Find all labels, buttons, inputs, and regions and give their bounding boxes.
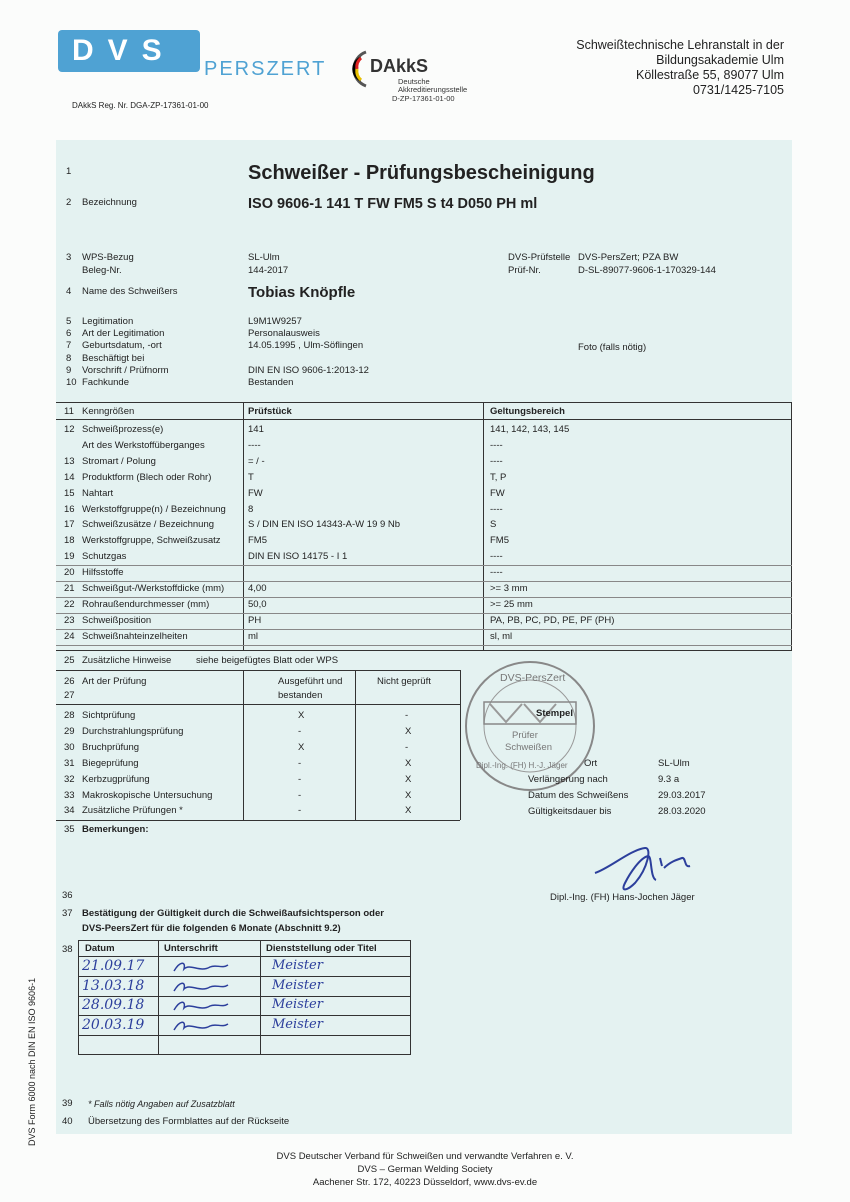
param-range-value: sl, ml <box>490 630 513 642</box>
personal-label: Art der Legitimation <box>82 328 165 340</box>
exam-not-mark: X <box>405 805 412 817</box>
stamp-schweissen: Schweißen <box>505 742 552 753</box>
footnote-text: * Falls nötig Angaben auf Zusatzblatt <box>88 1099 235 1109</box>
row-number: 3 <box>66 252 72 263</box>
param-test-value: PH <box>248 614 262 626</box>
exam-label: Zusätzliche Prüfungen * <box>82 805 183 817</box>
param-test-value: DIN EN ISO 14175 - I 1 <box>248 551 348 563</box>
divider <box>56 670 460 671</box>
row-number: 22 <box>64 598 75 610</box>
divider <box>56 613 792 614</box>
remarks-label: Bemerkungen: <box>82 824 149 835</box>
conf-title: Meister <box>272 997 323 1012</box>
validity-label: Ort <box>584 758 598 769</box>
divider <box>355 670 356 820</box>
param-test-value: 141 <box>248 424 264 435</box>
row-number: 20 <box>64 567 75 579</box>
divider <box>56 419 792 420</box>
translation-text: Übersetzung des Formblattes auf der Rückseite <box>88 1116 290 1127</box>
validity-value: 28.03.2020 <box>658 805 706 817</box>
designation-value: ISO 9606-1 141 T FW FM5 S t4 D050 PH ml <box>248 196 538 212</box>
signature-name: Dipl.-Ing. (FH) Hans-Jochen Jäger <box>550 892 695 903</box>
row-number: 4 <box>66 286 72 297</box>
divider <box>56 565 792 566</box>
row-number: 17 <box>64 519 75 531</box>
row-number: 13 <box>64 455 75 467</box>
row-number: 6 <box>66 328 72 340</box>
exam-label: Biegeprüfung <box>82 757 139 769</box>
perszert-logo-text: PERSZERT <box>204 58 327 80</box>
stamp-bottom-text: Dipl.-Ing. (FH) H.-J. Jäger <box>476 761 568 770</box>
exam-done-mark: X <box>298 741 305 753</box>
divider <box>56 629 792 630</box>
row-number: 2 <box>66 197 72 208</box>
exam-label: Kerbzugprüfung <box>82 773 150 785</box>
param-label: Produktform (Blech oder Rohr) <box>82 471 212 483</box>
stamp-pruefer: Prüfer <box>512 730 538 741</box>
divider <box>460 670 461 820</box>
exam-label: Makroskopische Untersuchung <box>82 789 213 801</box>
dvs-logo: DVS <box>58 30 200 72</box>
exam-not-mark: X <box>405 789 412 801</box>
beleg-label: Beleg-Nr. <box>82 265 122 276</box>
divider <box>56 402 792 403</box>
personal-value: DIN EN ISO 9606-1:2013-12 <box>248 364 369 376</box>
validity-label: Gültigkeitsdauer bis <box>528 805 612 817</box>
photo-label: Foto (falls nötig) <box>578 342 647 353</box>
validity-label: Verlängerung nach <box>528 773 608 785</box>
conf-date: 21.09.17 <box>82 958 145 974</box>
row-number: 24 <box>64 630 75 642</box>
pruefstelle-value: DVS-PersZert; PZA BW <box>578 252 679 263</box>
address-line: Bildungsakademie Ulm <box>656 53 784 67</box>
exam-col-header: bestanden <box>278 690 323 701</box>
row-number: 19 <box>64 551 75 563</box>
exam-not-mark: X <box>405 725 412 737</box>
divider <box>56 820 460 821</box>
col-header-kenngroessen: Kenngrößen <box>82 406 135 417</box>
divider <box>56 645 792 646</box>
param-range-value: FW <box>490 487 505 499</box>
param-label: Werkstoffgruppe, Schweißzusatz <box>82 535 221 547</box>
param-test-value: 50,0 <box>248 598 267 610</box>
exam-col-header: Nicht geprüft <box>377 676 431 687</box>
divider <box>158 940 159 1055</box>
param-test-value: 4,00 <box>248 583 267 594</box>
validity-label: Datum des Schweißens <box>528 789 629 801</box>
exam-col-header: Art der Prüfung <box>82 676 147 687</box>
dakks-emblem-icon <box>344 48 370 90</box>
row-number: 10 <box>66 377 77 388</box>
address-line: Köllestraße 55, 89077 Ulm <box>636 68 784 82</box>
row-number: 12 <box>64 424 75 435</box>
col-header-geltungsbereich: Geltungsbereich <box>490 406 565 417</box>
personal-label: Geburtsdatum, -ort <box>82 340 162 352</box>
param-range-value: >= 3 mm <box>490 583 528 594</box>
param-test-value: ---- <box>248 439 261 451</box>
stamp-top-text: DVS-PersZert <box>500 672 566 684</box>
confirmation-line1: Bestätigung der Gültigkeit durch die Schweißaufsichtsperson oder <box>82 908 384 919</box>
param-range-value: ---- <box>490 503 503 515</box>
param-range-value: >= 25 mm <box>490 598 533 610</box>
footer-line: DVS – German Welding Society <box>357 1164 493 1175</box>
institute-address <box>576 38 784 98</box>
param-test-value: = / - <box>248 455 265 467</box>
conf-header-datum: Datum <box>85 943 115 954</box>
param-range-value: S <box>490 519 497 531</box>
personal-value: Bestanden <box>248 377 294 388</box>
exam-label: Sichtprüfung <box>82 710 136 721</box>
validity-value: 9.3 a <box>658 773 680 785</box>
param-label: Schweißzusätze / Bezeichnung <box>82 519 215 531</box>
exam-col-header: Ausgeführt und <box>278 676 343 687</box>
row-number: 38 <box>62 944 73 955</box>
divider <box>78 1035 411 1036</box>
wps-label: WPS-Bezug <box>82 252 134 263</box>
notes-value: siehe beigefügtes Blatt oder WPS <box>196 655 339 666</box>
param-range-value: PA, PB, PC, PD, PE, PF (PH) <box>490 614 615 626</box>
conf-title: Meister <box>272 1016 323 1032</box>
row-number: 1 <box>66 166 72 177</box>
param-test-value: 8 <box>248 503 254 515</box>
conf-date: 13.03.18 <box>82 977 145 994</box>
param-label: Rohraußendurchmesser (mm) <box>82 598 210 610</box>
param-label: Schutzgas <box>82 551 127 563</box>
row-number: 26 <box>64 676 75 687</box>
personal-label: Legitimation <box>82 316 134 327</box>
exam-not-mark: - <box>405 710 409 721</box>
designation-label: Bezeichnung <box>82 197 137 208</box>
exam-label: Durchstrahlungsprüfung <box>82 725 184 737</box>
conf-title: Meister <box>272 977 323 993</box>
beleg-value: 144-2017 <box>248 265 289 276</box>
exam-done-mark: - <box>298 773 302 785</box>
divider <box>56 581 792 582</box>
row-number: 16 <box>64 503 75 515</box>
exam-label: Bruchprüfung <box>82 741 140 753</box>
param-range-value: 141, 142, 143, 145 <box>490 424 570 435</box>
param-label: Schweißprozess(e) <box>82 424 164 435</box>
dakks-logo-text: DAkkS <box>370 56 429 76</box>
param-label: Schweißnahteinzelheiten <box>82 630 188 642</box>
row-number: 40 <box>62 1116 73 1127</box>
row-number: 36 <box>62 890 73 901</box>
param-test-value: FW <box>248 487 263 499</box>
exam-not-mark: X <box>405 757 412 769</box>
row-number: 28 <box>64 710 75 721</box>
exam-done-mark: - <box>298 757 302 769</box>
divider <box>56 650 792 651</box>
address-line: 0731/1425-7105 <box>692 83 784 97</box>
page-title: Schweißer - Prüfungsbescheinigung <box>248 162 595 184</box>
row-number: 31 <box>64 757 75 769</box>
conf-header-unterschrift: Unterschrift <box>164 943 218 954</box>
row-number: 32 <box>64 773 75 785</box>
row-number: 29 <box>64 725 75 737</box>
personal-label: Vorschrift / Prüfnorm <box>82 364 169 376</box>
divider <box>260 940 261 1055</box>
row-number: 33 <box>64 789 75 801</box>
param-test-value: FM5 <box>248 535 267 547</box>
param-label: Schweißgut-/Werkstoffdicke (mm) <box>82 583 225 594</box>
param-label: Hilfsstoffe <box>82 567 124 579</box>
validity-value: SL-Ulm <box>658 758 690 769</box>
row-number: 35 <box>64 824 75 835</box>
side-form-label: DVS Form 6000 nach DIN EN ISO 9606-1 <box>27 977 37 1146</box>
param-range-value: T, P <box>490 471 507 483</box>
param-range-value: ---- <box>490 567 503 579</box>
row-number: 21 <box>64 583 75 594</box>
footer-line: Aachener Str. 172, 40223 Düsseldorf, www.dvs-ev.de <box>312 1177 538 1188</box>
param-range-value: ---- <box>490 439 503 451</box>
param-test-value: ml <box>248 630 259 642</box>
exam-done-mark: - <box>298 725 302 737</box>
footer-line: DVS Deutscher Verband für Schweißen und verwandte Verfahren e. V. <box>276 1151 574 1162</box>
param-test-value: T <box>248 471 254 483</box>
row-number: 7 <box>66 340 72 352</box>
divider <box>56 704 460 705</box>
wps-value: SL-Ulm <box>248 252 280 263</box>
row-number: 8 <box>66 352 72 364</box>
exam-not-mark: X <box>405 773 412 785</box>
row-number: 18 <box>64 535 75 547</box>
row-number: 14 <box>64 471 75 483</box>
row-number: 15 <box>64 487 75 499</box>
param-test-value: S / DIN EN ISO 14343-A-W 19 9 Nb <box>248 519 401 531</box>
row-number: 9 <box>66 364 72 376</box>
row-number: 11 <box>64 406 74 417</box>
row-number: 30 <box>64 741 75 753</box>
dakks-line1: Deutsche <box>398 77 430 86</box>
welder-name: Tobias Knöpfle <box>248 284 356 301</box>
param-range-value: ---- <box>490 455 503 467</box>
row-number: 5 <box>66 316 72 327</box>
col-header-pruefstueck: Prüfstück <box>248 406 292 417</box>
personal-value: 14.05.1995 , Ulm-Söflingen <box>248 340 364 352</box>
conf-header-titel: Dienststellung oder Titel <box>266 943 377 954</box>
notes-label: Zusätzliche Hinweise <box>82 655 172 666</box>
personal-value: Personalausweis <box>248 328 320 340</box>
exam-done-mark: X <box>298 710 305 721</box>
param-label: Stromart / Polung <box>82 455 156 467</box>
pruefnr-value: D-SL-89077-9606-1-170329-144 <box>578 265 716 276</box>
conf-date: 28.09.18 <box>82 997 145 1013</box>
personal-value: L9M1W9257 <box>248 316 302 327</box>
exam-done-mark: - <box>298 805 302 817</box>
param-label: Werkstoffgruppe(n) / Bezeichnung <box>82 503 226 515</box>
param-label: Art des Werkstoffüberganges <box>82 439 205 451</box>
stamp-inner-text: Stempel <box>536 708 573 719</box>
row-number: 25 <box>64 655 75 666</box>
personal-label: Fachkunde <box>82 377 130 388</box>
exam-not-mark: - <box>405 741 409 753</box>
param-range-value: ---- <box>490 551 503 563</box>
row-number: 27 <box>64 690 75 701</box>
param-range-value: FM5 <box>490 535 509 547</box>
conf-title: Meister <box>272 958 323 973</box>
conf-date: 20.03.19 <box>82 1016 145 1033</box>
row-number: 23 <box>64 614 75 626</box>
divider <box>243 670 244 820</box>
pruefstelle-label: DVS-Prüfstelle <box>508 252 571 263</box>
row-number: 39 <box>62 1098 73 1109</box>
param-label: Schweißposition <box>82 614 152 626</box>
param-label: Nahtart <box>82 487 114 499</box>
address-line: Schweißtechnische Lehranstalt in der <box>576 38 784 52</box>
welder-name-label: Name des Schweißers <box>82 286 178 297</box>
dakks-line2: Akkreditierungsstelle <box>398 85 468 94</box>
reg-number: DAkkS Reg. Nr. DGA-ZP-17361-01-00 <box>72 101 209 110</box>
divider <box>56 597 792 598</box>
row-number: 37 <box>62 908 73 919</box>
row-number: 34 <box>64 805 75 817</box>
dakks-line3: D-ZP-17361-01-00 <box>392 94 455 103</box>
exam-done-mark: - <box>298 789 302 801</box>
personal-label: Beschäftigt bei <box>82 352 145 364</box>
confirmation-line2: DVS-PeersZert für die folgenden 6 Monate (Abschnitt 9.2) <box>82 923 341 934</box>
footer <box>0 1150 850 1189</box>
validity-value: 29.03.2017 <box>658 789 706 801</box>
pruefnr-label: Prüf-Nr. <box>508 265 541 276</box>
